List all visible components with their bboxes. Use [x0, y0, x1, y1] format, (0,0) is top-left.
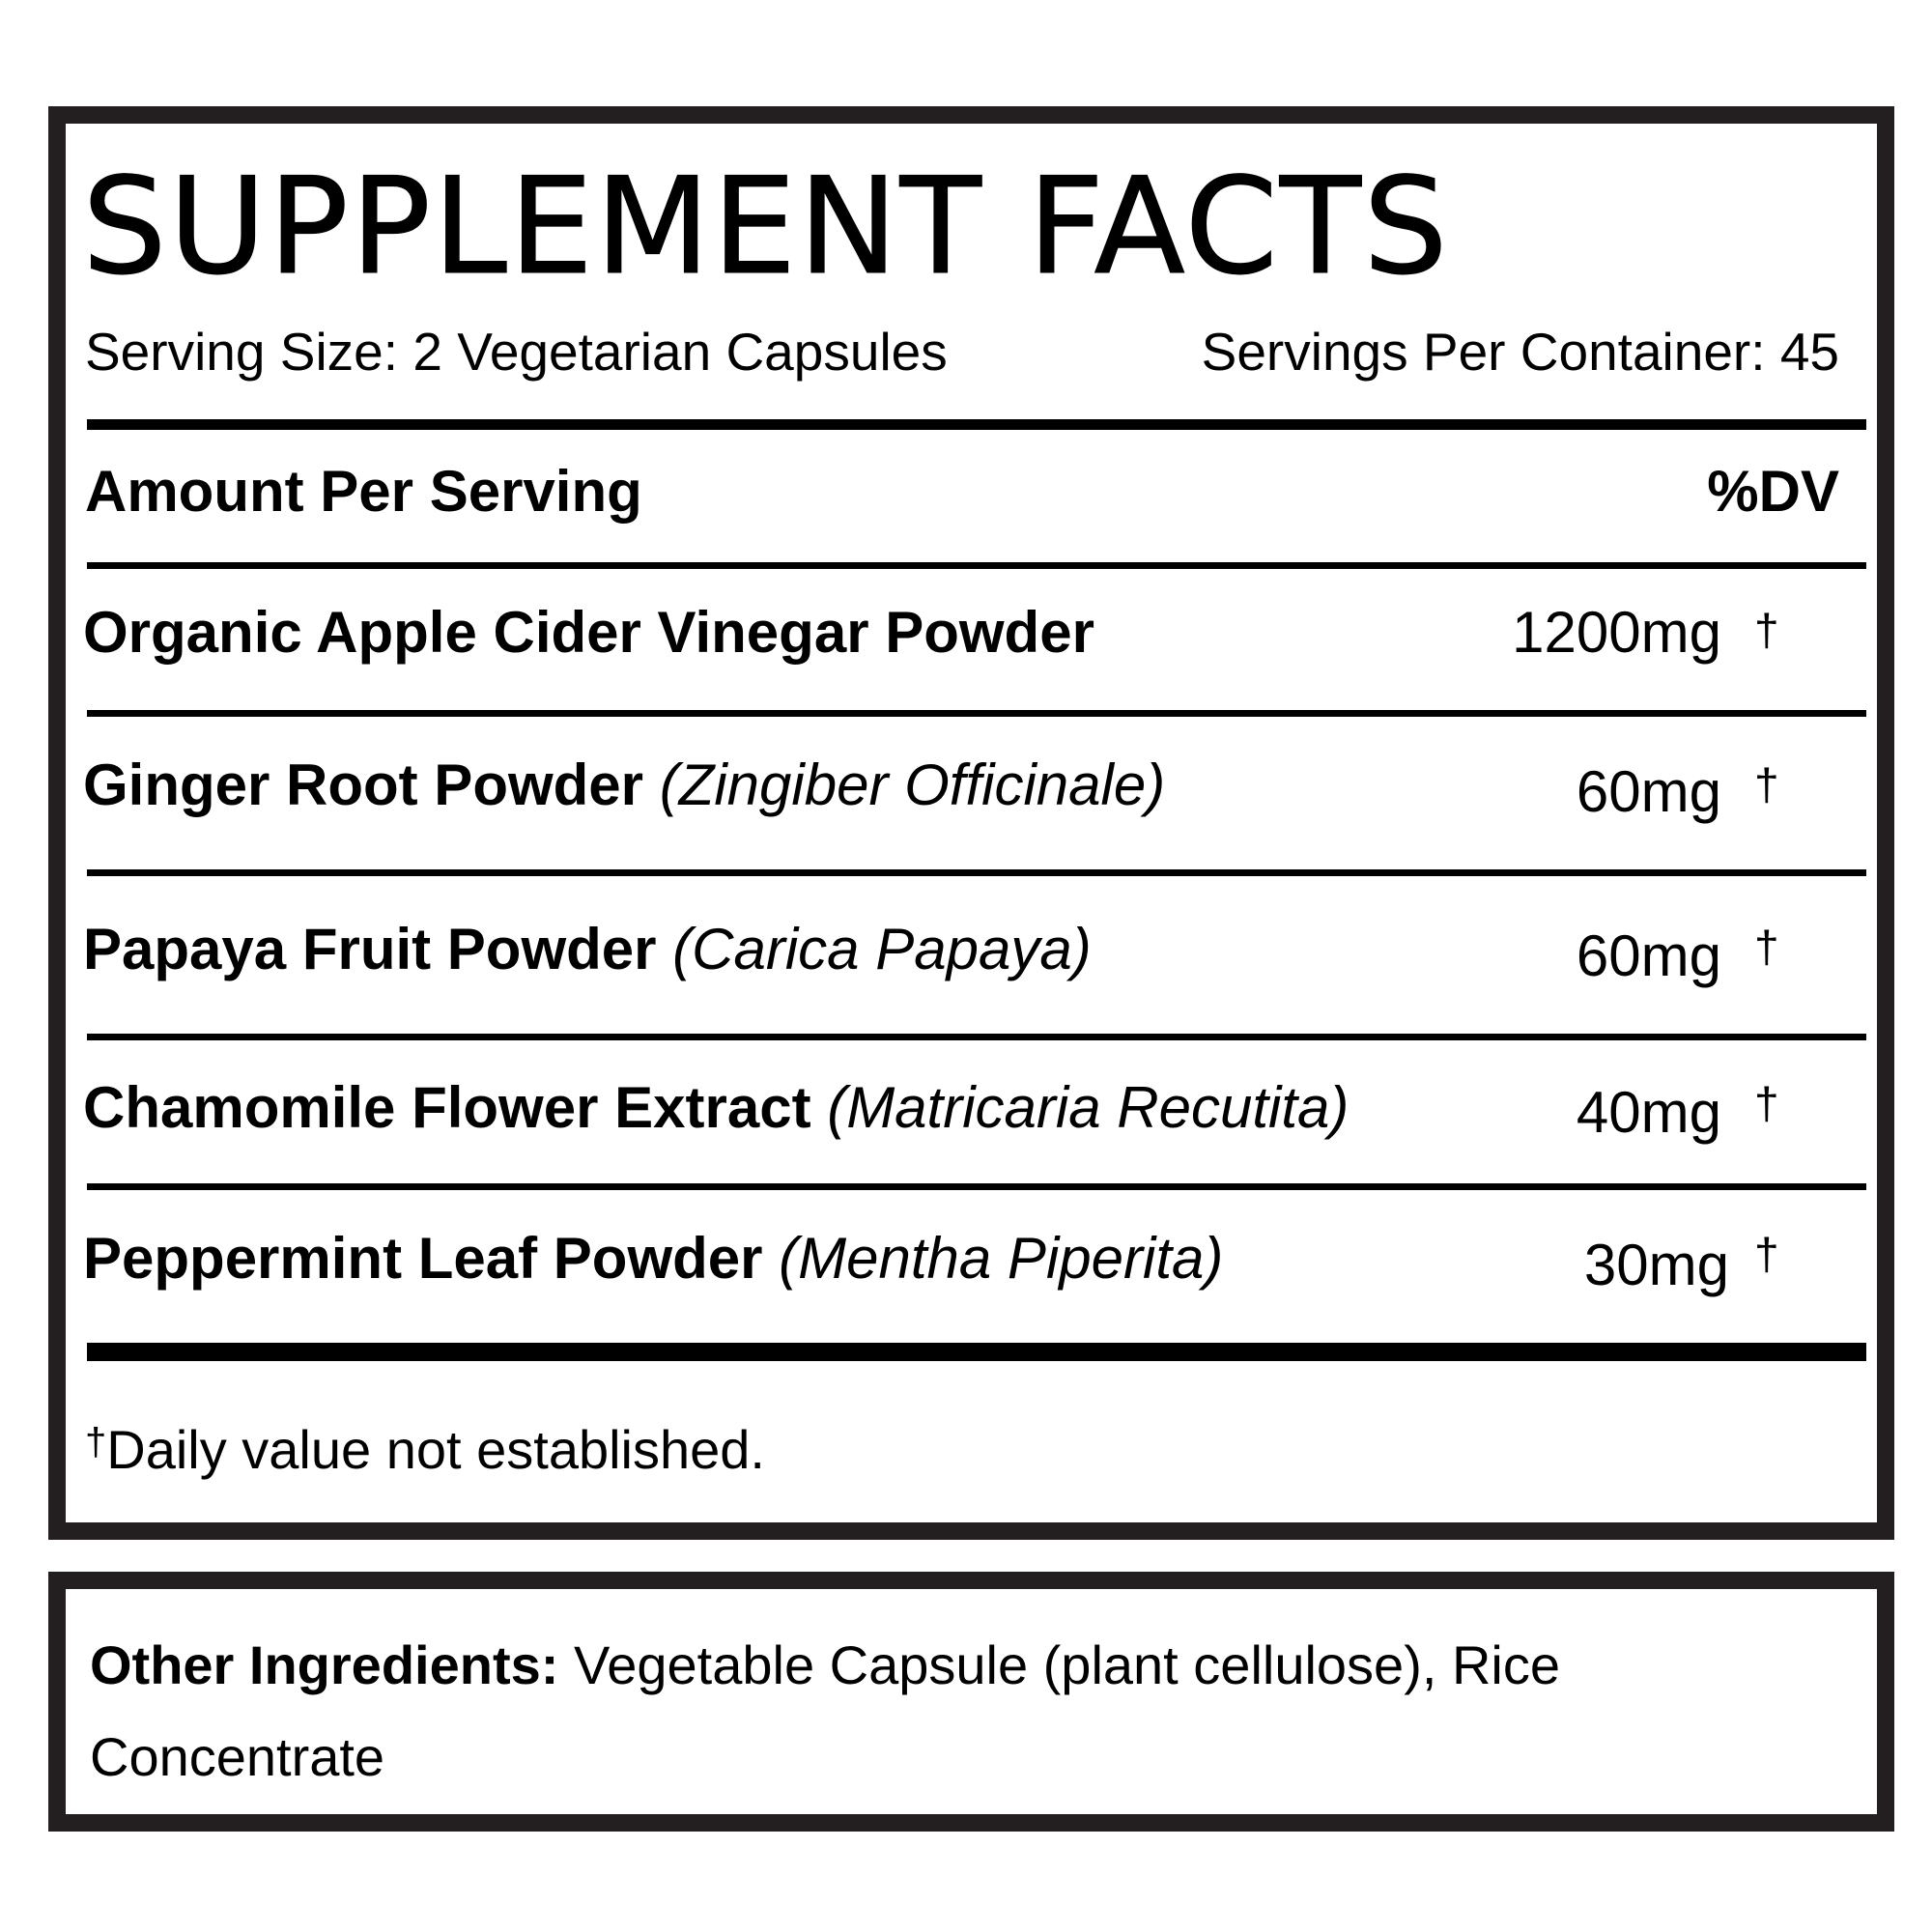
ingredient-latin-name: (Mentha Piperita): [779, 1226, 1224, 1291]
ingredient-amount: 60mg: [1576, 759, 1721, 824]
ingredient-row: [83, 599, 1094, 667]
ingredient-row: [83, 1074, 1349, 1142]
ingredient-name: Papaya Fruit Powder: [83, 917, 657, 981]
divider: [87, 1183, 1866, 1190]
divider: [87, 562, 1866, 569]
ingredient-row: [83, 752, 1165, 819]
ingredient-name: Ginger Root Powder: [83, 753, 644, 817]
daily-value-dagger: †: [1754, 1229, 1779, 1279]
divider: [87, 1034, 1866, 1040]
daily-value-footnote: [85, 1410, 765, 1482]
divider: [87, 869, 1866, 876]
other-ingredients-label: Other Ingredients:: [90, 1634, 559, 1695]
ingredient-row: [83, 1225, 1223, 1293]
ingredient-name: Organic Apple Cider Vinegar Powder: [83, 600, 1094, 665]
footnote-dagger: †: [85, 1421, 107, 1463]
ingredient-amount: 1200mg: [1512, 600, 1721, 665]
other-ingredients-list: Vegetable Capsule (plant cellulose), Rice Concentrate: [90, 1634, 1560, 1787]
panel-title: SUPPLEMENT FACTS: [82, 149, 1450, 304]
divider: [87, 710, 1866, 717]
divider-thick: [87, 419, 1866, 430]
daily-value-dagger: †: [1754, 1078, 1779, 1128]
ingredient-amount: 40mg: [1576, 1080, 1721, 1145]
amount-per-serving-header: Amount Per Serving: [85, 459, 642, 524]
ingredient-amount: 30mg: [1583, 1233, 1729, 1297]
footnote-text: Daily value not established.: [106, 1419, 765, 1480]
ingredient-latin-name: (Carica Papaya): [672, 917, 1092, 981]
daily-value-header: %DV: [1707, 459, 1839, 524]
ingredient-name: Chamomile Flower Extract: [83, 1075, 811, 1140]
servings-per-container: Servings Per Container: 45: [1201, 322, 1839, 382]
divider-heavy: [87, 1343, 1866, 1361]
ingredient-name: Peppermint Leaf Powder: [83, 1226, 763, 1291]
other-ingredients-text: [90, 1619, 1829, 1803]
ingredient-latin-name: (Zingiber Officinale): [659, 753, 1166, 817]
serving-size: Serving Size: 2 Vegetarian Capsules: [85, 322, 948, 382]
ingredient-row: [83, 916, 1092, 983]
ingredient-latin-name: (Matricaria Recutita): [827, 1075, 1350, 1140]
daily-value-dagger: †: [1754, 605, 1779, 655]
daily-value-dagger: †: [1754, 759, 1779, 810]
ingredient-amount: 60mg: [1576, 923, 1721, 988]
daily-value-dagger: †: [1754, 922, 1779, 972]
